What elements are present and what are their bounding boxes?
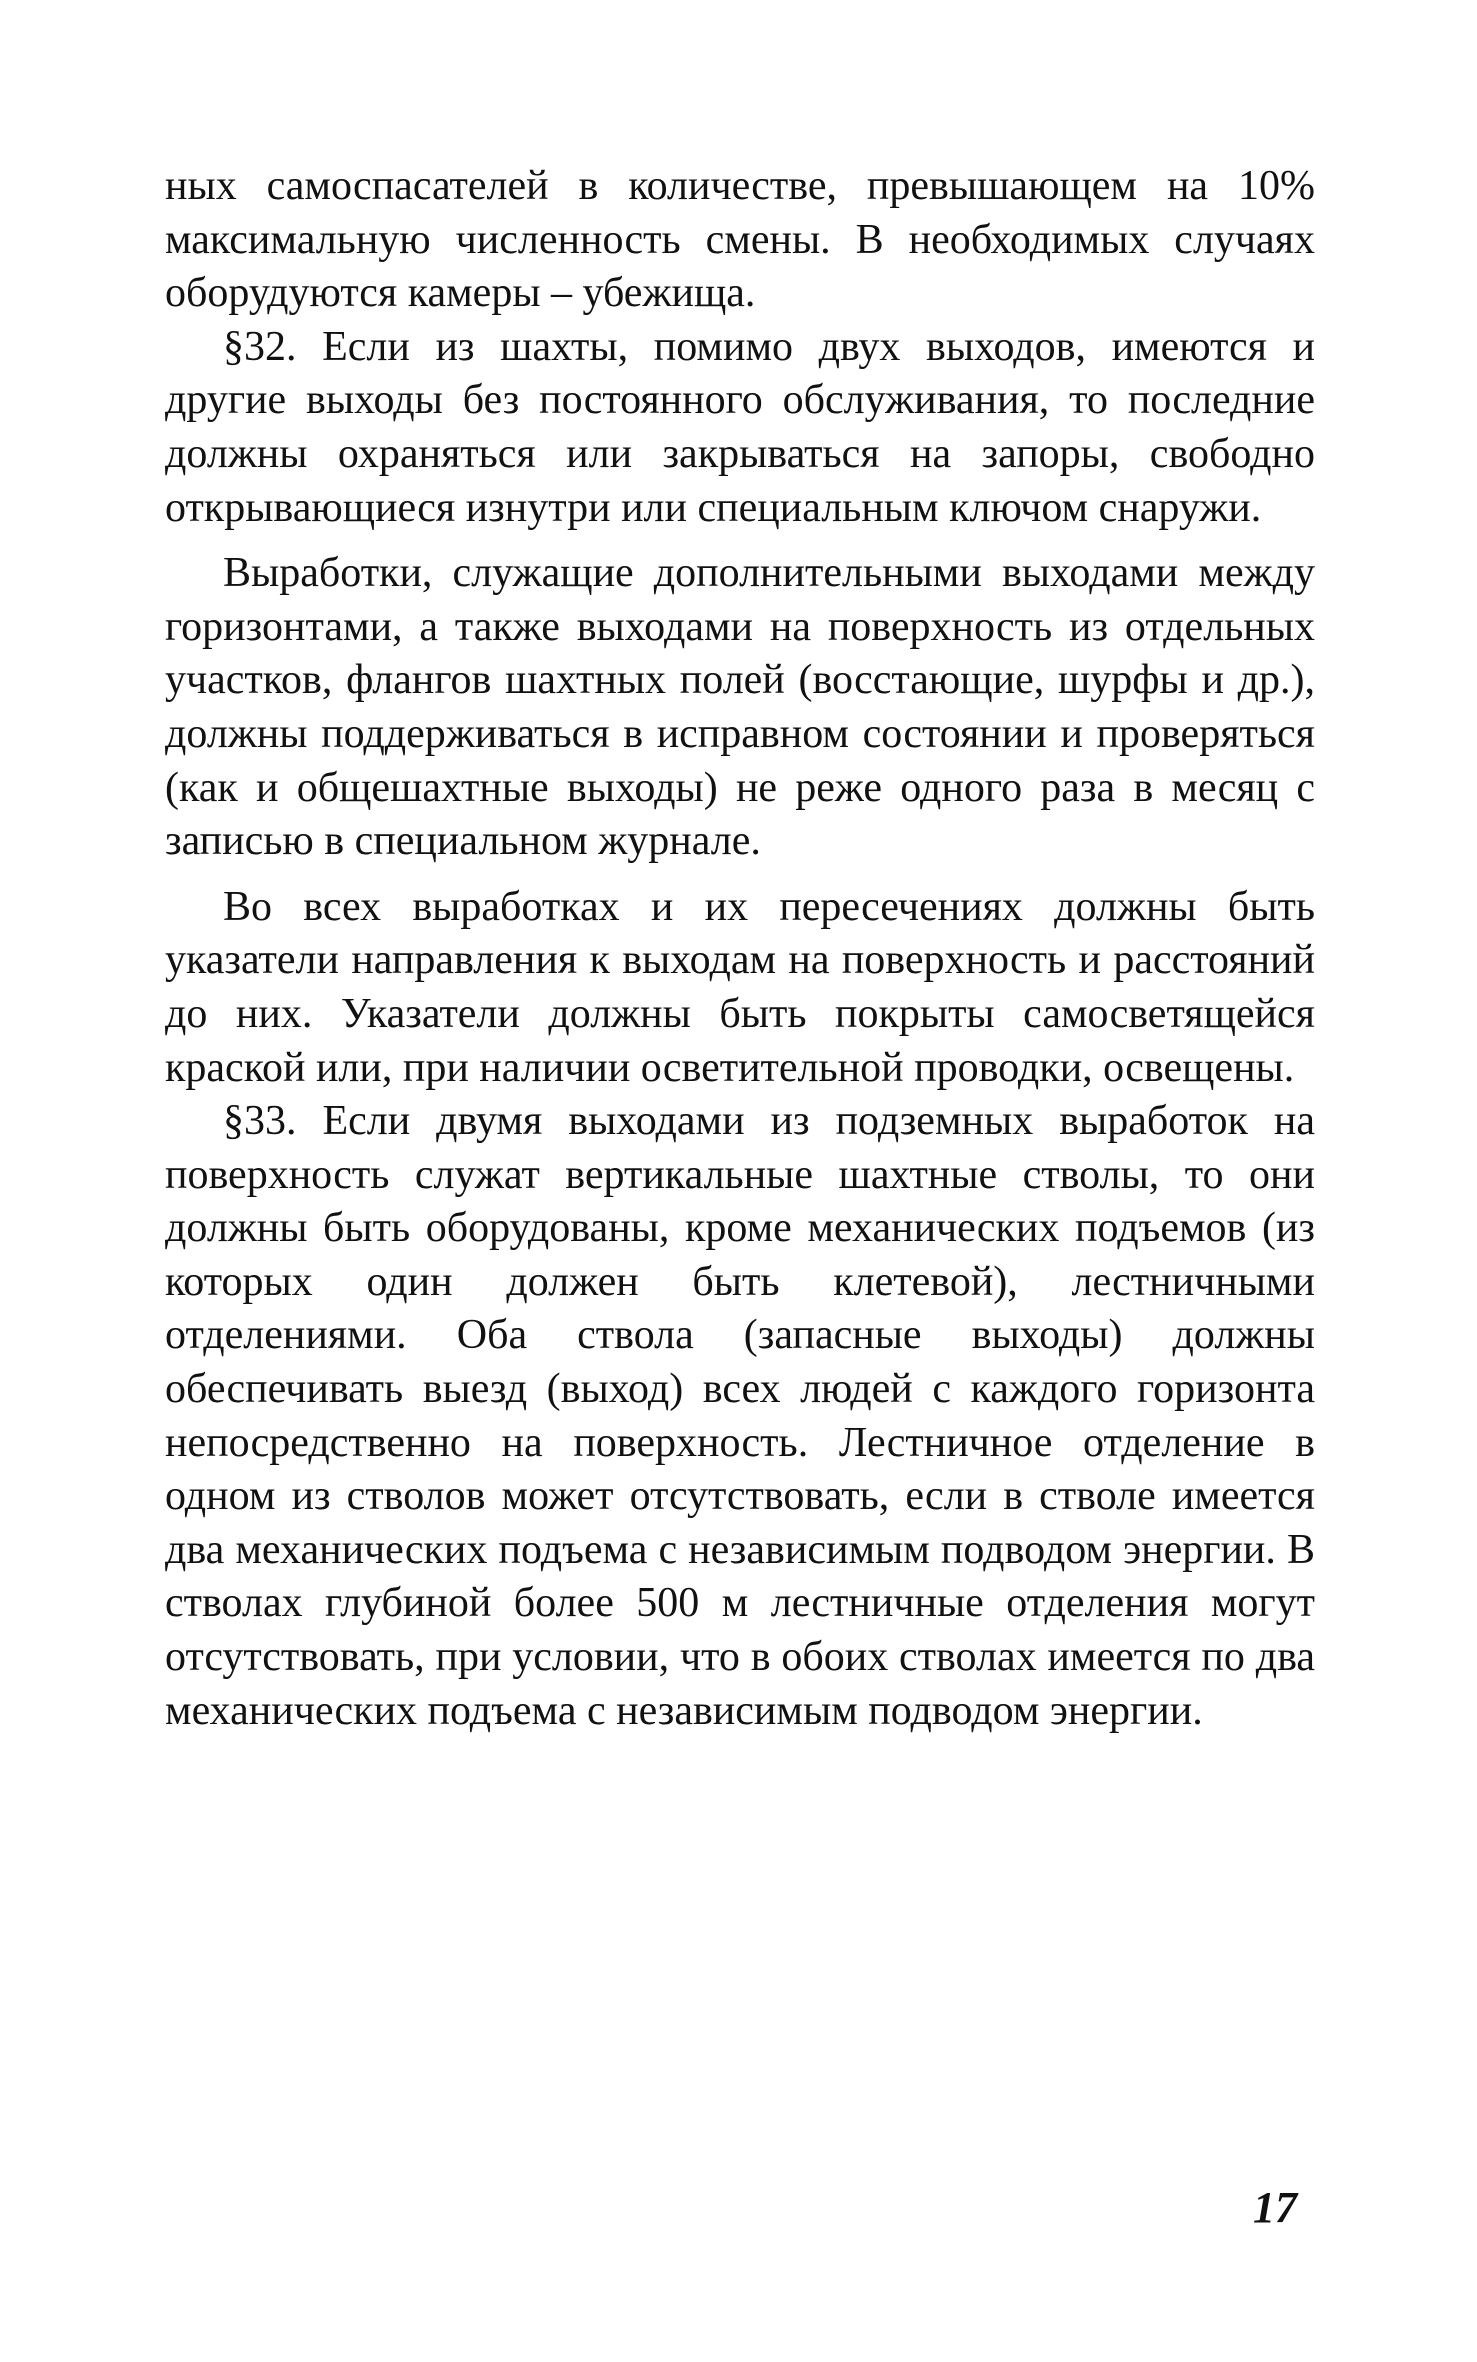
paragraph-section-32: §32. Если из шахты, помимо двух выходов, имеются и другие выходы без постоянного обслуживания, то последние должны охраняться или закрываться на запоры, свободно открывающиеся изнутри или специальным ключом снаружи.: [165, 323, 1315, 531]
page-text: [165, 160, 1315, 1738]
paragraph-section-33: §33. Если двумя выходами из подземных выработок на поверхность служат вертикальные шахтные стволы, то они должны быть оборудованы, кроме механических подъемов (из которых один должен быть клетевой), лестничными отделениями. Оба ствола (запасные выходы) должны обеспечивать выезд (выход) всех людей с каждого горизонта непосредственно на поверхность. Лестничное отделение в одном из стволов может отсутствовать, если в стволе имеется два механических подъема с независимым подводом энергии. В стволах глубиной более 500 м лестничные отделения могут отсутствовать, при условии, что в обоих стволах имеется по два механических подъема с независимым подводом энергии.: [165, 1098, 1315, 1734]
paragraph-auxiliary-workings: Выработки, служащие дополнительными выходами между горизонтами, а также выходами на поверхность из отдельных участков, флангов шахтных полей (восстающие, шурфы и др.), должны поддерживаться в исправном состоянии и проверяться (как и общешахтные выходы) не реже одного раза в месяц с записью в специальном журнале.: [165, 550, 1315, 865]
paragraph-continuation: ных самоспасателей в количестве, превышающем на 10% максимальную численность смены. В необходимых случаях оборудуются камеры – убежища.: [165, 163, 1315, 317]
paragraph-exit-signs: Во всех выработках и их пересечениях должны быть указатели направления к выходам на поверхность и расстояний до них. Указатели должны быть покрыты самосветящейся краской или, при наличии осветительной проводки, освещены.: [165, 883, 1315, 1091]
page-number: 17: [1253, 2183, 1297, 2232]
